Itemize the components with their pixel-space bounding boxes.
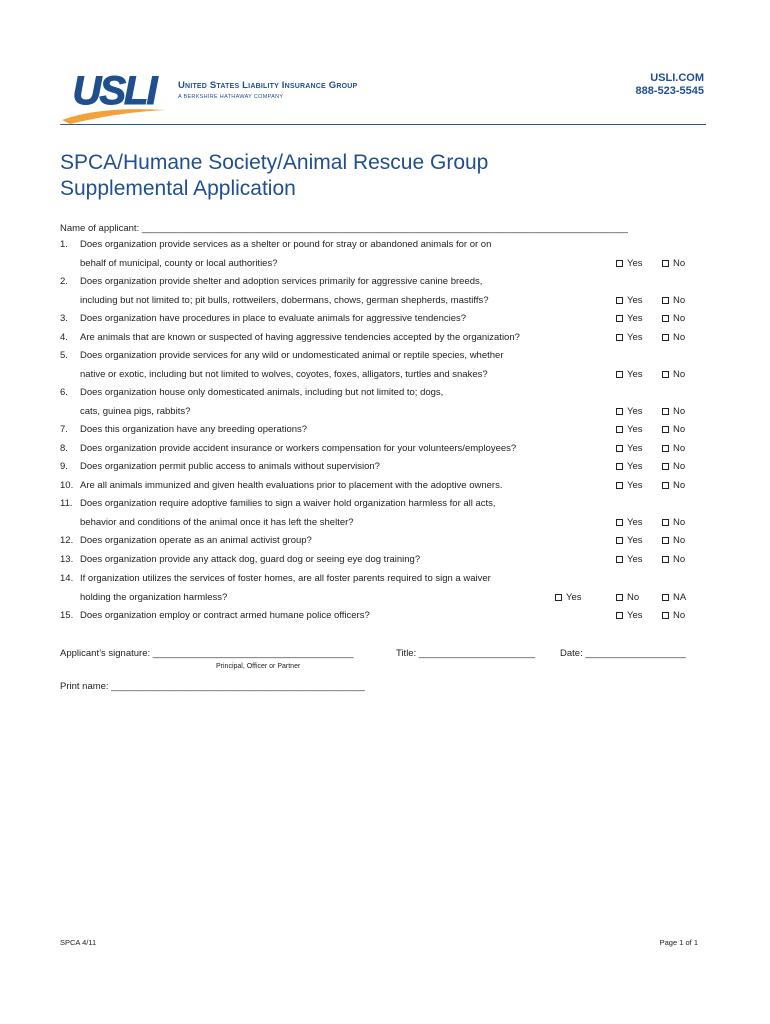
option-label: Yes — [627, 480, 643, 491]
option-label: No — [673, 610, 686, 621]
option-no-checkbox[interactable] — [616, 592, 639, 604]
option-label: Yes — [627, 443, 643, 454]
question-text: Does organization provide services as a shelter or pound for stray or abandoned animals for or on — [80, 239, 492, 250]
option-label: No — [673, 554, 686, 565]
checkbox-icon[interactable] — [662, 315, 669, 322]
checkbox-icon[interactable] — [616, 519, 623, 526]
company-subtitle: A BERKSHIRE HATHAWAY COMPANY — [178, 94, 284, 100]
option-label: NA — [673, 591, 687, 603]
option-label: No — [673, 332, 686, 343]
option-yes-checkbox[interactable] — [616, 258, 643, 270]
option-no-checkbox[interactable] — [662, 295, 685, 307]
question-text: Does organization employ or contract armed humane police officers? — [80, 610, 370, 621]
question-number: 11. — [60, 498, 73, 509]
option-label: Yes — [627, 424, 643, 435]
option-label: Yes — [627, 554, 643, 565]
option-no-checkbox[interactable] — [662, 461, 685, 473]
checkbox-icon[interactable] — [616, 537, 623, 544]
question-text: including but not limited to; pit bulls, rottweilers, dobermans, chows, german shepherds, mastiffs? — [80, 294, 489, 306]
option-label: Yes — [627, 405, 643, 417]
question-text: Does organization have procedures in place to evaluate animals for aggressive tendencies? — [80, 313, 467, 324]
page-title — [60, 150, 488, 202]
option-yes-checkbox[interactable] — [616, 517, 643, 529]
question-number: 2. — [60, 276, 68, 287]
option-no-checkbox[interactable] — [662, 424, 685, 436]
title-field[interactable]: Title: ______________________ — [396, 648, 536, 659]
question-text: Does organization require adoptive families to sign a waiver hold organization harmless for all acts, — [80, 498, 496, 509]
usli-logo — [60, 68, 168, 124]
option-no-checkbox[interactable] — [662, 369, 685, 381]
checkbox-icon[interactable] — [616, 297, 623, 304]
option-label: No — [673, 461, 686, 472]
option-yes-checkbox[interactable] — [616, 610, 643, 622]
option-label: No — [673, 294, 686, 306]
option-no-checkbox[interactable] — [662, 332, 685, 344]
option-no-checkbox[interactable] — [662, 480, 685, 492]
checkbox-icon[interactable] — [662, 260, 669, 267]
checkbox-icon[interactable] — [555, 594, 562, 601]
question-text: Does this organization have any breeding operations? — [80, 424, 308, 435]
question-text: Does organization provide accident insurance or workers compensation for your volunteers/employees? — [80, 443, 517, 454]
option-no-checkbox[interactable] — [662, 443, 685, 455]
applicant-name-field[interactable]: Name of applicant: ____________________________________________________________________________________________ — [60, 223, 628, 234]
option-label: No — [673, 516, 686, 528]
question-text: Does organization provide any attack dog, guard dog or seeing eye dog training? — [80, 554, 421, 565]
checkbox-icon[interactable] — [616, 371, 623, 378]
contact-block — [635, 72, 704, 98]
signature-row — [60, 648, 354, 659]
checkbox-icon[interactable] — [616, 594, 623, 601]
checkbox-icon[interactable] — [662, 297, 669, 304]
question-text: behalf of municipal, county or local authorities? — [80, 257, 278, 269]
option-label: Yes — [566, 591, 582, 603]
question-number: 7. — [60, 424, 68, 435]
option-yes-checkbox[interactable] — [616, 535, 643, 547]
option-label: Yes — [627, 313, 643, 324]
option-yes-checkbox[interactable] — [616, 295, 643, 307]
question-text: cats, guinea pigs, rabbits? — [80, 405, 191, 417]
option-label: No — [627, 591, 640, 603]
option-label: No — [673, 424, 686, 435]
question-text: Does organization provide services for any wild or undomesticated animal or reptile species, whether — [80, 350, 504, 361]
question-text: native or exotic, including but not limited to wolves, coyotes, foxes, alligators, turtles and snakes? — [80, 368, 488, 380]
checkbox-icon[interactable] — [616, 445, 623, 452]
checkbox-icon[interactable] — [616, 334, 623, 341]
question-number: 14. — [60, 573, 74, 584]
question-number: 9. — [60, 461, 68, 472]
question-number: 3. — [60, 313, 68, 324]
option-yes-checkbox[interactable] — [616, 369, 643, 381]
question-text: Does organization permit public access to animals without supervision? — [80, 461, 380, 472]
header-divider — [60, 124, 706, 125]
option-label: Yes — [627, 332, 643, 343]
form-code: SPCA 4/11 — [60, 938, 97, 947]
checkbox-icon[interactable] — [662, 445, 669, 452]
applicant-signature-field[interactable]: Applicant’s signature: ______________________________________ — [60, 648, 354, 659]
question-number: 1. — [60, 239, 68, 250]
checkbox-icon[interactable] — [662, 371, 669, 378]
option-label: No — [673, 368, 686, 380]
option-label: Yes — [627, 610, 643, 621]
question-number: 8. — [60, 443, 68, 454]
option-label: No — [673, 405, 686, 417]
option-yes-checkbox[interactable] — [555, 592, 582, 604]
question-number: 5. — [60, 350, 68, 361]
question-number: 4. — [60, 332, 68, 343]
checkbox-icon[interactable] — [616, 612, 623, 619]
svg-text:USLI: USLI — [72, 69, 156, 113]
checkbox-icon[interactable] — [662, 463, 669, 470]
checkbox-icon[interactable] — [662, 519, 669, 526]
title-line-1: SPCA/Humane Society/Animal Rescue Group — [60, 151, 489, 174]
checkbox-icon[interactable] — [662, 537, 669, 544]
option-yes-checkbox[interactable] — [616, 461, 643, 473]
checkbox-icon[interactable] — [616, 463, 623, 470]
question-text: Does organization provide shelter and adoption services primarily for aggressive canine breeds, — [80, 276, 483, 287]
checkbox-icon[interactable] — [662, 482, 669, 489]
question-text: Are animals that are known or suspected of having aggressive tendencies accepted by the organization? — [80, 332, 520, 343]
checkbox-icon[interactable] — [616, 408, 623, 415]
option-label: Yes — [627, 257, 643, 269]
question-number: 12. — [60, 535, 74, 546]
checkbox-icon[interactable] — [616, 426, 623, 433]
option-label: No — [673, 443, 686, 454]
question-text: behavior and conditions of the animal once it has left the shelter? — [80, 516, 354, 528]
option-label: Yes — [627, 294, 643, 306]
option-label: No — [673, 480, 686, 491]
checkbox-icon[interactable] — [662, 612, 669, 619]
question-number: 6. — [60, 387, 68, 398]
option-no-checkbox[interactable] — [662, 517, 685, 529]
option-label: No — [673, 535, 686, 546]
print-name-field[interactable]: Print name: ________________________________________________ — [60, 681, 365, 692]
option-label: Yes — [627, 535, 643, 546]
question-text: If organization utilizes the services of foster homes, are all foster parents required to sign a waiver — [80, 573, 491, 584]
option-yes-checkbox[interactable] — [616, 424, 643, 436]
checkbox-icon[interactable] — [616, 260, 623, 267]
question-text: Does organization operate as an animal activist group? — [80, 535, 312, 546]
question-text: Does organization house only domesticated animals, including but not limited to; dogs, — [80, 387, 444, 398]
checkbox-icon[interactable] — [662, 334, 669, 341]
option-yes-checkbox[interactable] — [616, 443, 643, 455]
option-yes-checkbox[interactable] — [616, 313, 643, 325]
title-line-2: Supplemental Application — [60, 177, 296, 200]
website-link[interactable]: USLI.COM — [650, 72, 704, 84]
date-field[interactable]: Date: ___________________ — [560, 648, 686, 659]
option-no-checkbox[interactable] — [662, 258, 685, 270]
signature-role-caption: Principal, Officer or Partner — [216, 663, 301, 670]
checkbox-icon[interactable] — [662, 556, 669, 563]
checkbox-icon[interactable] — [662, 408, 669, 415]
question-number: 10. — [60, 480, 74, 491]
phone-number: 888-523-5545 — [635, 85, 704, 97]
option-na-checkbox[interactable] — [662, 592, 686, 604]
option-yes-checkbox[interactable] — [616, 406, 643, 418]
checkbox-icon[interactable] — [616, 556, 623, 563]
page-number: Page 1 of 1 — [659, 938, 698, 947]
option-label: Yes — [627, 461, 643, 472]
checkbox-icon[interactable] — [616, 482, 623, 489]
option-no-checkbox[interactable] — [662, 313, 685, 325]
question-text: holding the organization harmless? — [80, 591, 228, 603]
question-number: 15. — [60, 610, 74, 621]
question-text: Are all animals immunized and given health evaluations prior to placement with the adoptive owners. — [80, 480, 503, 491]
option-yes-checkbox[interactable] — [616, 554, 643, 566]
option-yes-checkbox[interactable] — [616, 332, 643, 344]
checkbox-icon[interactable] — [662, 594, 669, 601]
option-label: No — [673, 313, 686, 324]
checkbox-icon[interactable] — [662, 426, 669, 433]
checkbox-icon[interactable] — [616, 315, 623, 322]
option-no-checkbox[interactable] — [662, 406, 685, 418]
option-no-checkbox[interactable] — [662, 610, 685, 622]
company-name: United States Liability Insurance Group — [178, 80, 358, 91]
option-label: Yes — [627, 516, 643, 528]
option-no-checkbox[interactable] — [662, 554, 685, 566]
option-yes-checkbox[interactable] — [616, 480, 643, 492]
question-number: 13. — [60, 554, 74, 565]
option-label: No — [673, 257, 686, 269]
option-label: Yes — [627, 368, 643, 380]
option-no-checkbox[interactable] — [662, 535, 685, 547]
